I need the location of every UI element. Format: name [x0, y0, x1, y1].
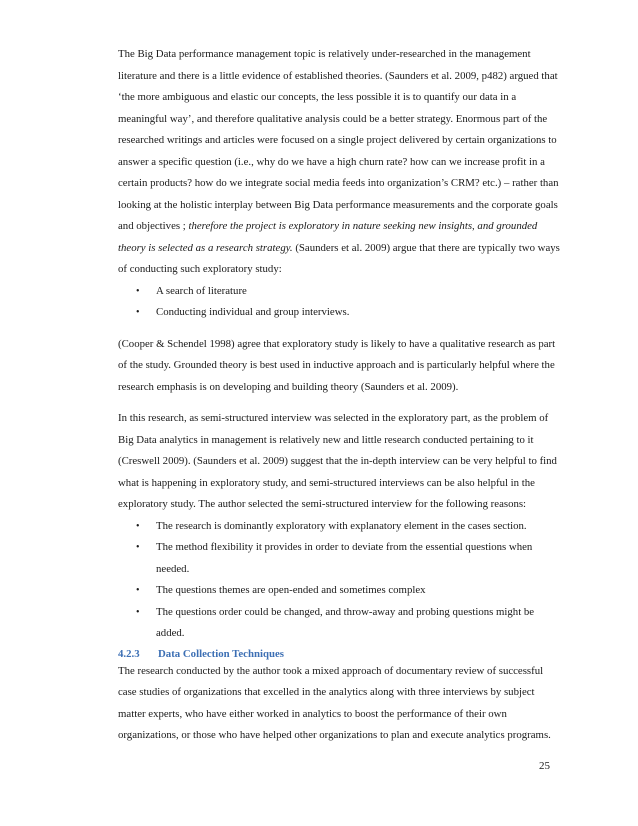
document-page [118, 44, 564, 747]
list-item [118, 302, 564, 324]
list-item-text: The method flexibility it provides in order to deviate from the essential questions when needed. [156, 541, 533, 575]
paragraph-cooper-schendel: (Cooper & Schendel 1998) agree that exploratory study is likely to have a qualitative research as part of the study. Grounded theory is best used in inductive approach and is particularly helpful where the research emphasis is on developing and building theory (Saunders et al. 2009). [118, 337, 556, 393]
bullet-list-exploratory-ways [118, 281, 564, 324]
bullet-icon: • [136, 606, 140, 618]
paragraph-semi-structured: In this research, as semi-structured interview was selected in the exploratory part, as the problem of Big Data analytics in management is relatively new and little research conducted pertaining to it (Creswell 2009). (Saunders et al. 2009) suggest that the in-depth interview can be very helpful to find what is happening in exploratory study, and semi-structured interviews can be also helpful in the exploratory study. The author selected the semi-structured interview for the following reasons: [118, 412, 557, 510]
paragraph-intro-italic: therefore the project is exploratory in nature seeking new insights, and grounded theory is selected as a research strategy. [118, 220, 538, 254]
list-item-text: A search of literature [156, 284, 247, 297]
paragraph-intro-text-end: (Saunders et al. 2009) argue that there are typically two ways of conducting such exploratory study: [118, 241, 560, 275]
bullet-icon: • [136, 307, 140, 318]
paragraph-data-collection: The research conducted by the author took a mixed approach of documentary review of successful case studies of organizations that excelled in the analytics along with three interviews by subject matter experts, who have either worked in analytics to boost the performance of their own organizations, or those who have helped other organizations to plan and execute analytics programs. [118, 664, 551, 741]
paragraph-intro-text: The Big Data performance management topic is relatively under-researched in the management literature and there is a little evidence of established theories. (Saunders et al. 2009, p482) argued that ‘the more ambiguous and elastic our concepts, the less possible it is to quantify our data in a meaningful way’, and therefore qualitative analysis could be a better strategy. Enormous part of the researched writings and articles were focused on a single project delivered by certain organizations to answer a specific question (i.e., why do we have a high churn rate? how can we increase profit in a certain products? how do we integrate social media feeds into organization’s CRM? etc.) – rather than looking at the holistic interplay between Big Data performance measurements and the corporate goals and objectives ; [118, 48, 559, 232]
bullet-icon: • [136, 542, 140, 553]
bullet-list-reasons [118, 516, 564, 645]
page-number: 25 [539, 760, 550, 772]
list-item-text: The questions order could be changed, and throw-away and probing questions might be added. [156, 605, 535, 639]
section-title: Data Collection Techniques [158, 647, 284, 660]
list-item [118, 281, 564, 303]
list-item [118, 537, 564, 580]
list-item-text: Conducting individual and group interviews. [156, 306, 350, 318]
paragraph-intro [118, 44, 564, 281]
bullet-icon: • [136, 520, 140, 532]
list-item-text: The research is dominantly exploratory with explanatory element in the cases section. [156, 519, 527, 532]
list-item [118, 580, 564, 602]
bullet-icon: • [136, 285, 140, 297]
list-item [118, 516, 564, 538]
section-number: 4.2.3 [118, 647, 140, 660]
list-item-text: The questions themes are open-ended and sometimes complex [156, 584, 426, 596]
bullet-icon: • [136, 585, 140, 596]
list-item [118, 602, 564, 645]
section-heading [118, 647, 564, 661]
